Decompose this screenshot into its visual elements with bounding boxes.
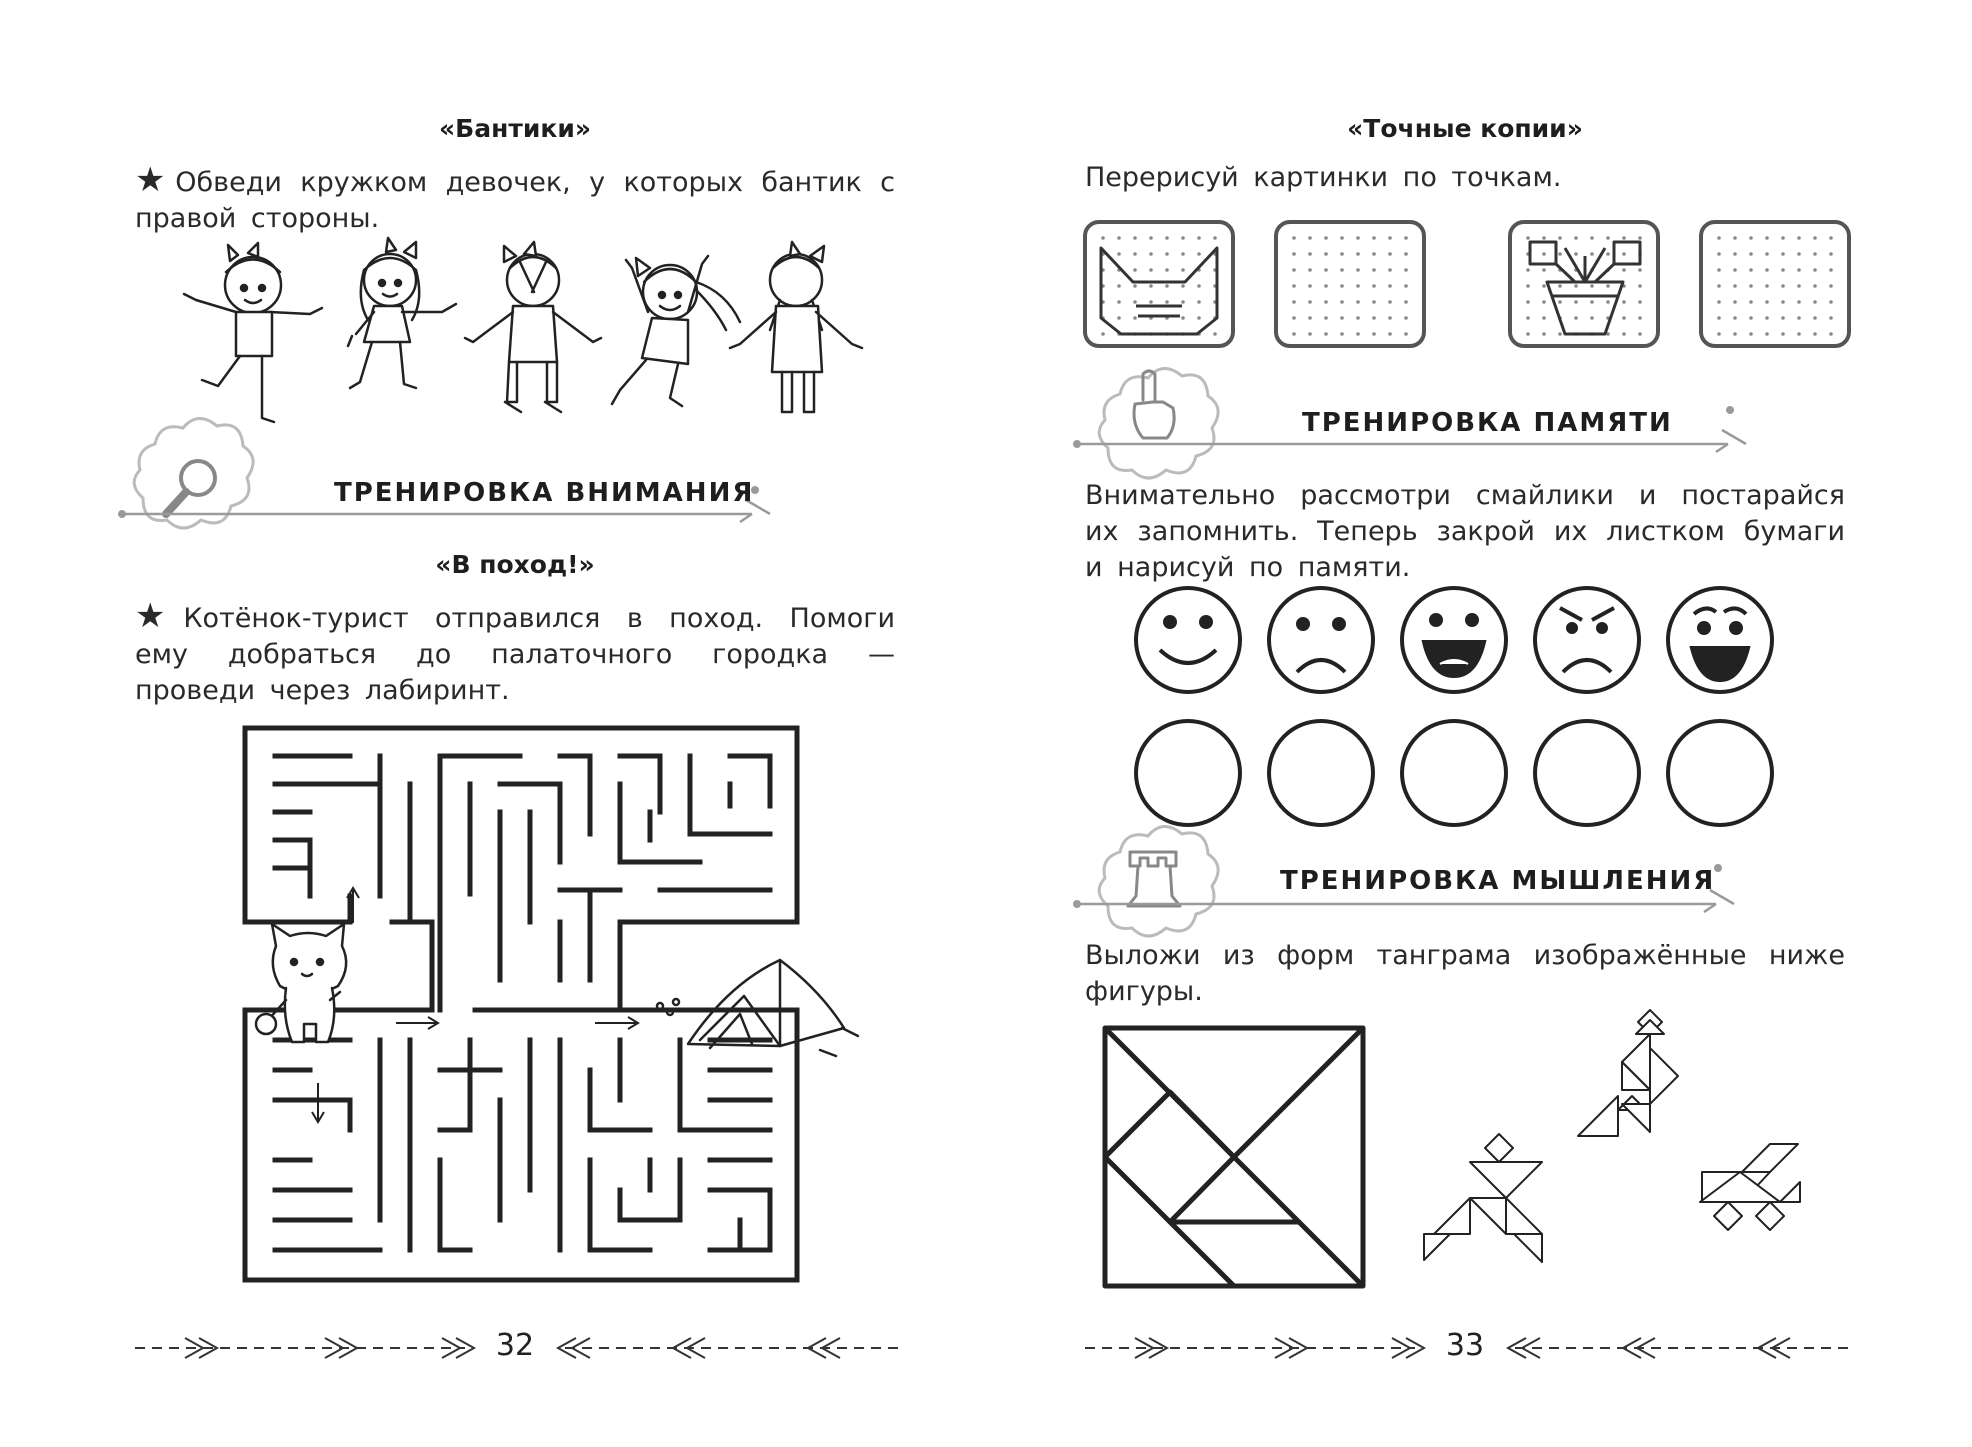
thinking-banner: ТРЕНИРОВКА МЫШЛЕНИЯ <box>1280 866 1716 896</box>
bows-title: «Бантики» <box>439 114 591 143</box>
page-number-right: 33 <box>1445 1328 1485 1363</box>
copies-title: «Точные копии» <box>1347 114 1583 143</box>
bows-instruction-text: Обведи кружком девочек, у которых бантик с правой стороны. <box>135 167 896 234</box>
copies-instruction: Перерисуй картинки по точкам. <box>1085 162 1562 193</box>
hike-title: «В поход!» <box>435 550 595 579</box>
attention-banner: ТРЕНИРОВКА ВНИМАНИЯ <box>334 478 755 508</box>
memory-banner: ТРЕНИРОВКА ПАМЯТИ <box>1302 408 1673 438</box>
star-icon: ★ <box>135 160 170 200</box>
page-number-left: 32 <box>495 1328 535 1363</box>
tangram-instruction: Выложи из форм танграма изображённые ниже фигуры. <box>1085 940 1845 1007</box>
hike-instruction-text: Котёнок-турист отправился в поход. Помоги ему добраться до палаточного городка — проведи через лабиринт. <box>135 603 895 706</box>
star-icon: ★ <box>135 596 178 636</box>
memory-instruction: Внимательно рассмотри смайлики и постарайся их запомнить. Теперь закрой их листком бумаги и нарисуй по памяти. <box>1085 480 1845 583</box>
